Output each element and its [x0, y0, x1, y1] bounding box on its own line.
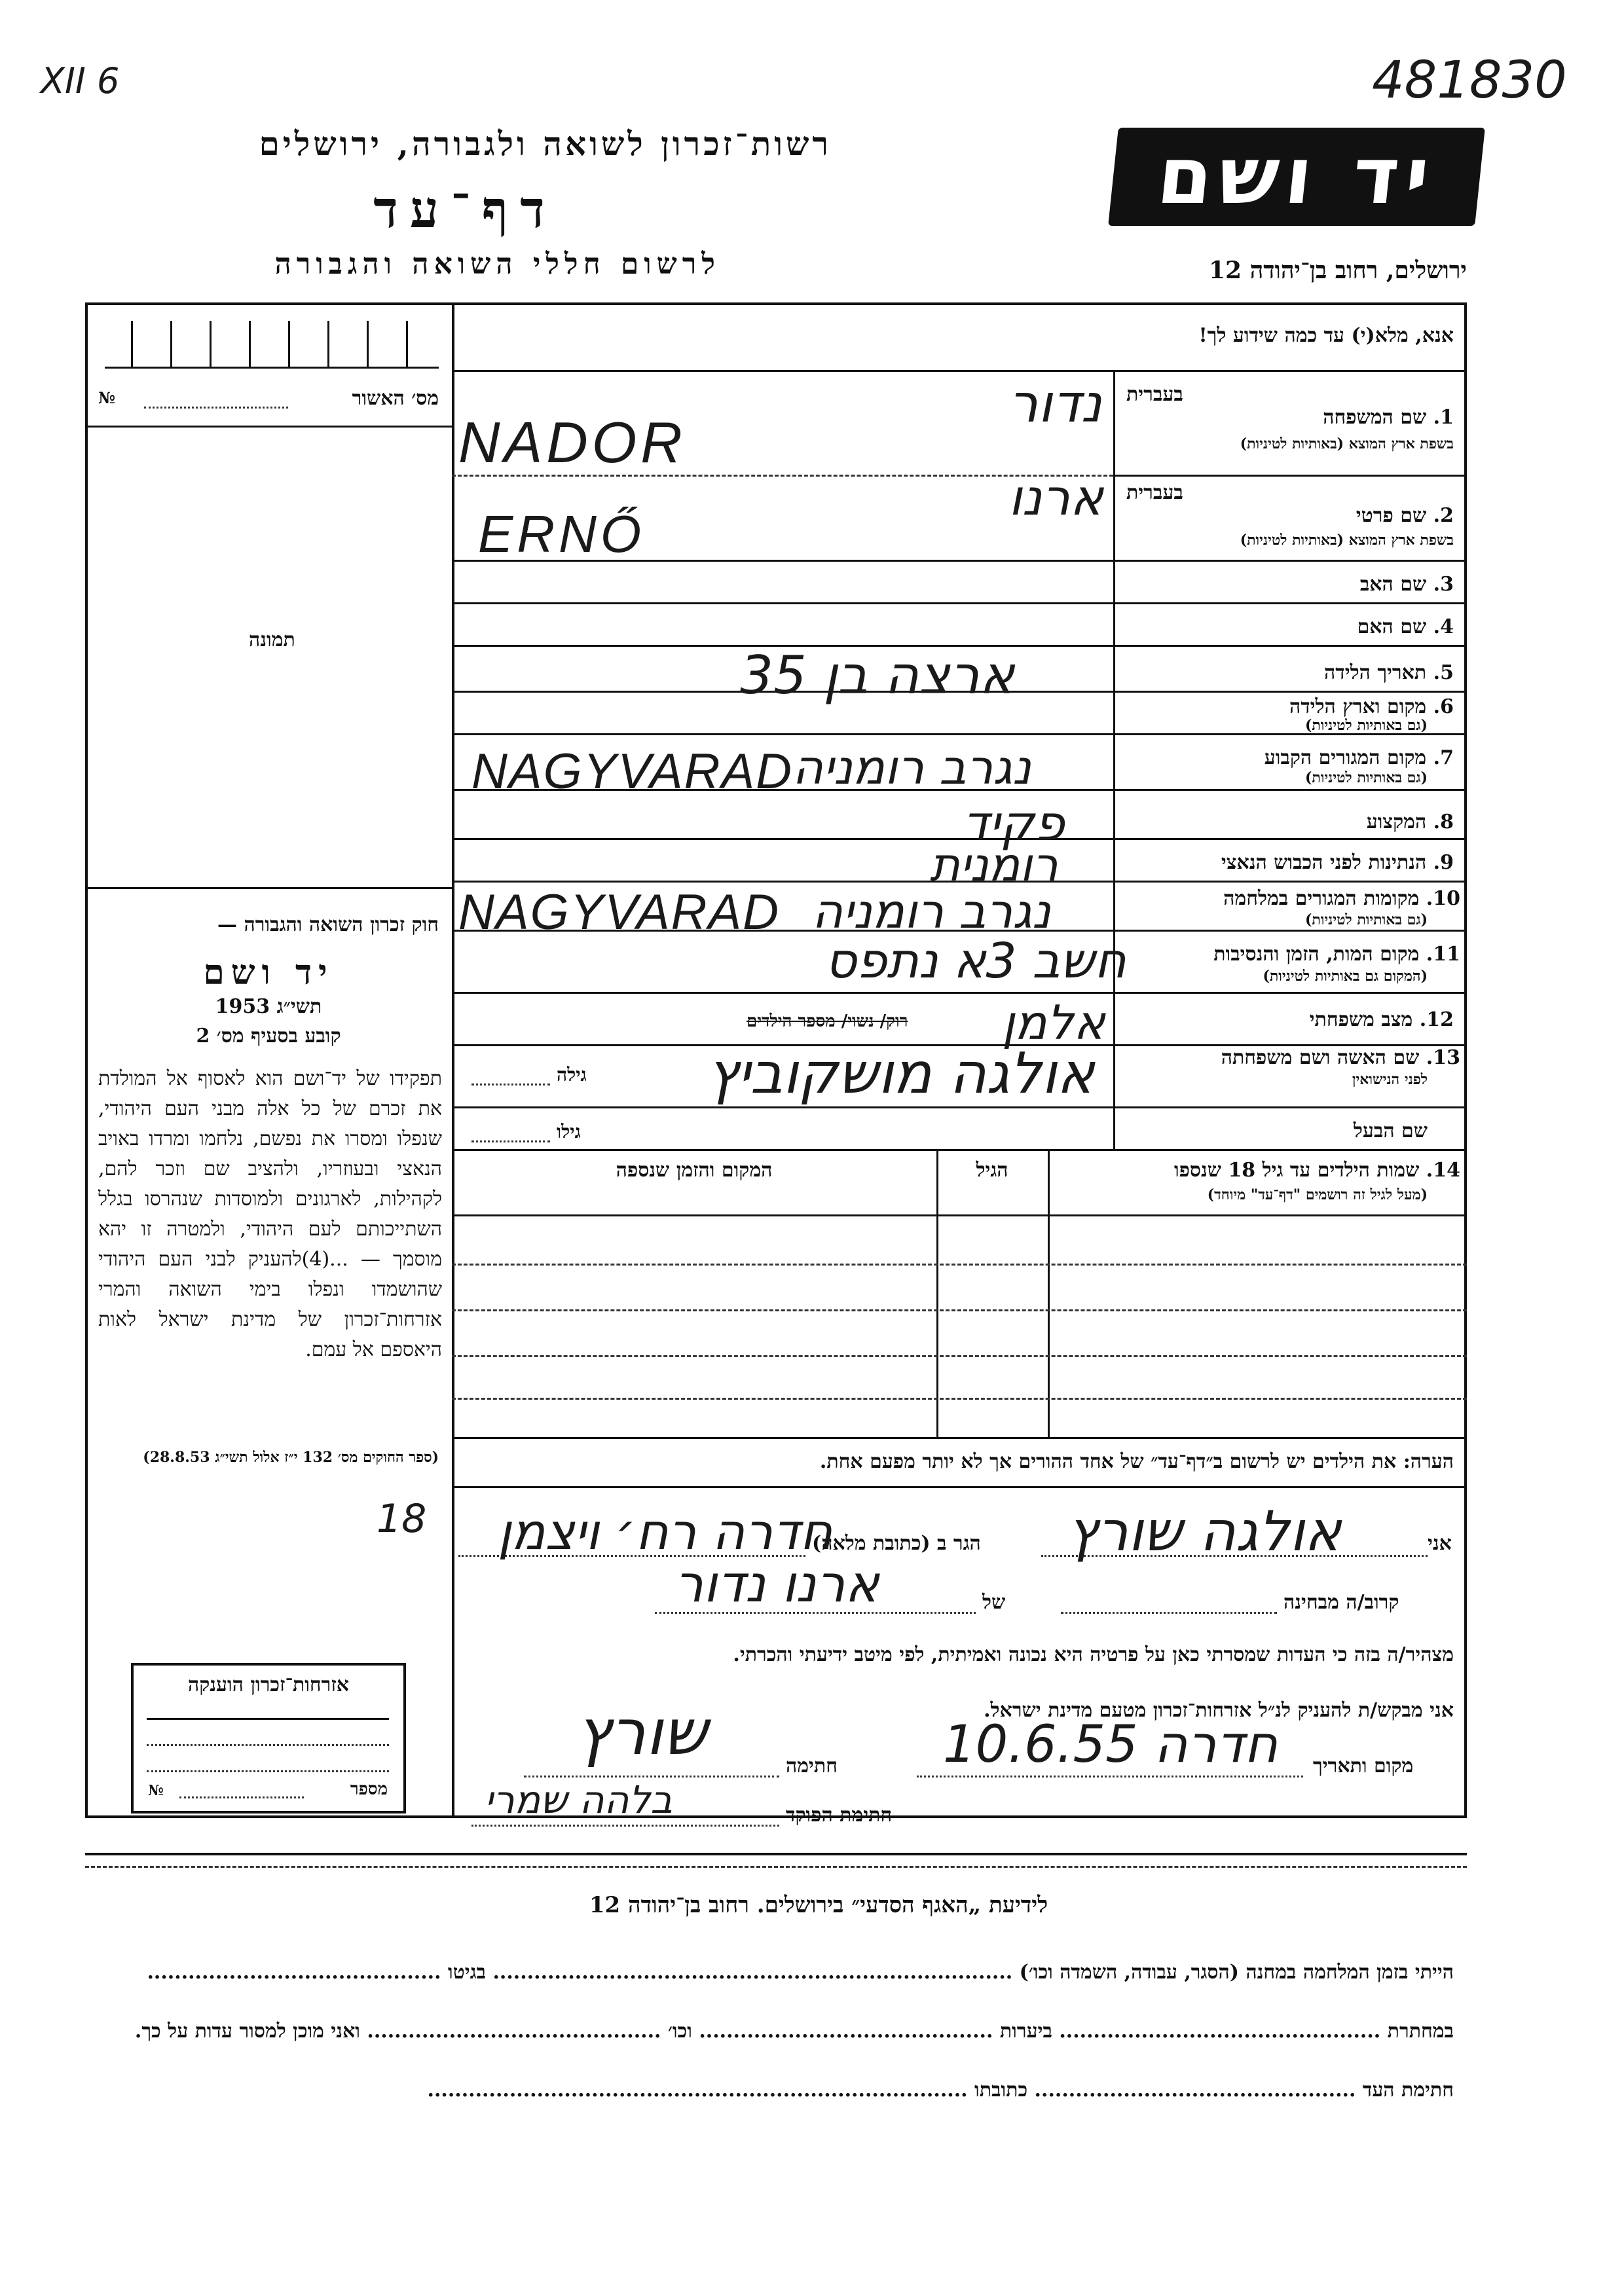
law-body: תפקידו של יד־ושם הוא לאסוף אל המולדת את זכרם של כל אלה מבני העם היהודי, שנפלו ומסרו את נפשם, נלחמו ומרדו באויב הנאצי ובעוזריו, ולהציב שם וזכר להם, לקהילות, לארגונים ולמוסדות שנהרסו בגלל השתייכותם לעם היהודי, ולמטרה זו יהא מוסמך — ...(4)להעניק לבני העם היהודי שהושמדו ונפלו בימי השואה והמרי אזרחות־זכרון של מדינת ישראל לאות היאספם אל עמם.	[98, 1067, 443, 1361]
husband-label: שם הבעל	[1353, 1120, 1428, 1142]
q14-label: 14. שמות הילדים עד גיל 18 שנספו	[1173, 1159, 1460, 1182]
wartime-place-hebrew[interactable]: נגרב רומניה	[812, 884, 1051, 939]
signature-label: חתימה	[786, 1755, 838, 1777]
death-answer[interactable]: חשב 3א נתפס	[825, 933, 1126, 989]
form-subtitle: לרשום חללי השואה והגבורה	[274, 247, 720, 281]
q13-note: לפני הנישואין	[1352, 1071, 1428, 1088]
surname-latin[interactable]: NADOR	[458, 410, 686, 475]
q7-label: 7. מקום המגורים הקבוע	[1264, 746, 1454, 769]
signature-answer[interactable]: שורץ	[576, 1696, 708, 1769]
surname-hebrew[interactable]: נדור	[1008, 373, 1102, 434]
declarant-address[interactable]: חדרה רח׳ ויצמן	[498, 1503, 833, 1561]
of-label: של	[982, 1591, 1006, 1614]
citizenship-box	[131, 1663, 406, 1813]
q2-label: 2. שם פרטי	[1356, 504, 1454, 527]
citizenship-title: אזרחות־זכרון הוענקה	[187, 1673, 350, 1696]
q14-place-header: המקום והזמן שנספה	[616, 1159, 773, 1182]
approval-tick-row	[105, 321, 439, 369]
declarant-name[interactable]: אולגה שורץ	[1067, 1499, 1342, 1563]
q14-age-header: הגיל	[976, 1159, 1008, 1182]
citizenship-no: №	[148, 1782, 164, 1799]
q2-note: בשפת ארץ המוצא (באותיות לטיניות)	[1240, 532, 1454, 549]
approval-label: מס׳ האשור	[352, 387, 439, 410]
place-date-label: מקום ותאריך	[1313, 1755, 1414, 1777]
place-date-answer[interactable]: חדרה 10.6.55	[943, 1715, 1278, 1774]
firstname-hebrew[interactable]: ארנו	[1008, 468, 1103, 526]
approval-no: №	[98, 388, 116, 407]
wife-age-label: גילה	[557, 1064, 587, 1085]
note-text: את הילדים יש לרשום ב״דף־עד״ של אחד ההורים אך לא יותר מפעם אחת.	[819, 1450, 1397, 1473]
law-source: (ספר החוקים מס׳ 132 י״ז אלול תשי״ג 28.8.53)	[143, 1449, 439, 1466]
q6-note: (גם באותיות לטיניות)	[1304, 717, 1428, 734]
q4-label: 4. שם האם	[1357, 615, 1454, 638]
q10-note: (גם באותיות לטיניות)	[1304, 911, 1428, 928]
address: ירושלים, רחוב בן־יהודה 12	[1208, 257, 1467, 284]
q1-hebrew-label: בעברית	[1126, 383, 1183, 406]
q8-label: 8. המקצוע	[1366, 811, 1454, 833]
archive-mark: XII 6	[41, 60, 120, 101]
citizenship-number-label: מספר	[350, 1779, 388, 1799]
husband-age-label: גילו	[557, 1121, 581, 1142]
q12-options: רוק/ נשוי/ מספר הילדים	[747, 1011, 908, 1031]
q13-label: 13. שם האשה ושם משפחתה	[1221, 1046, 1460, 1069]
footer-line1: הייתי בזמן המלחמה במחנה (הסגר, עבודה, השמדה וכו׳) ............................................................................ בגיטו ...........................................	[147, 1961, 1454, 1984]
form-title: דף־עד	[373, 180, 557, 240]
official-label: חתימת הפוקד	[786, 1804, 893, 1827]
logo-text: יד ושם	[1153, 131, 1441, 222]
q5-label: 5. תאריך הלידה	[1324, 661, 1454, 684]
law-name: יד ושם	[203, 953, 334, 993]
q14-note: (מעל לגיל זה רושמים "דף־עד" מיוחד)	[1207, 1186, 1428, 1203]
authority-title: רשות־זכרון לשואה ולגבורה, ירושלים	[259, 124, 832, 163]
q1-label: 1. שם המשפחה	[1323, 406, 1454, 429]
birth-date-answer[interactable]: ארצה בן 35	[740, 645, 1015, 706]
law-year: תשי״ג 1953	[215, 995, 322, 1018]
yad-vashem-logo	[1108, 128, 1485, 226]
record-number: 481830	[1372, 51, 1567, 110]
q3-label: 3. שם האב	[1359, 573, 1454, 596]
relation-answer[interactable]: ארנו נדור	[674, 1555, 879, 1614]
footer-line3: חתימת העד ............................................... כתובתו ...............................................................................	[427, 2079, 1454, 2102]
residing-label: הגר ב (כתובת מלאה)	[812, 1532, 981, 1555]
q7-note: (גם באותיות לטיניות)	[1304, 769, 1428, 786]
q12-label: 12. מצב משפחתי	[1309, 1008, 1454, 1031]
note-label: הערה:	[1403, 1450, 1454, 1473]
q6-label: 6. מקום וארץ הלידה	[1289, 695, 1454, 718]
q1-note: בשפת ארץ המוצא (באותיות לטיניות)	[1240, 435, 1454, 452]
marital-answer[interactable]: אלמן	[1002, 995, 1105, 1050]
q11-label: 11. מקום המות, הזמן והנסיבות	[1213, 943, 1460, 966]
footer-title: לידיעת „האגף הסדעי״ בירושלים. רחוב בן־יהודה 12	[589, 1892, 1048, 1918]
approval-number-field[interactable]	[98, 383, 445, 416]
relative-label: קרוב/ה מבחינה	[1283, 1591, 1399, 1614]
declaration-text: מצהיר/ה בזה כי העדות שמסרתי כאן על פרטיה היא נכונה ואמיתית, לפי מיטב ידיעתי והכרתי.	[733, 1643, 1454, 1666]
photo-label: תמונה	[249, 629, 295, 651]
wartime-place-latin[interactable]: NAGYVARAD	[458, 884, 781, 940]
law-heading: חוק זכרון השואה והגבורה —	[217, 913, 439, 936]
firstname-latin[interactable]: ERNŐ	[478, 505, 646, 563]
wife-answer[interactable]: אולגה מושקוביץ	[707, 1041, 1095, 1106]
footer-line2: במחתרת ............................................... ביערות ........................................... וכו׳ ........................................... ואני מוכן למסור עדות על כך.	[134, 2020, 1454, 2043]
q11-note: (המקום גם באותיות לטיניות)	[1263, 968, 1428, 985]
official-signature[interactable]: בלהה שמרי	[485, 1777, 673, 1822]
birth-place-hebrew[interactable]: נגרב רומניה	[792, 740, 1031, 795]
q9-label: 9. הנתינות לפני הכבוש הנאצי	[1221, 851, 1454, 874]
request-text: אני מבקש/ת להעניק לנ״ל אזרחות־זכרון מטעם מדינת ישראל.	[984, 1699, 1454, 1722]
instruction: אנא, מלא(י) עד כמה שידוע לך!	[1198, 324, 1454, 347]
nationality-answer[interactable]: רומנית	[930, 838, 1058, 892]
note-line	[458, 1450, 1454, 1473]
side-mark: 18	[377, 1496, 427, 1542]
q2-hebrew-label: בעברית	[1126, 481, 1183, 504]
law-clause: קובע בסעיף מס׳ 2	[196, 1025, 341, 1048]
i-label: אני	[1428, 1532, 1452, 1555]
birth-place-latin[interactable]: NAGYVARAD	[471, 744, 794, 799]
profession-answer[interactable]: פקיד	[963, 795, 1065, 852]
q10-label: 10. מקומות המגורים במלחמה	[1223, 887, 1460, 910]
